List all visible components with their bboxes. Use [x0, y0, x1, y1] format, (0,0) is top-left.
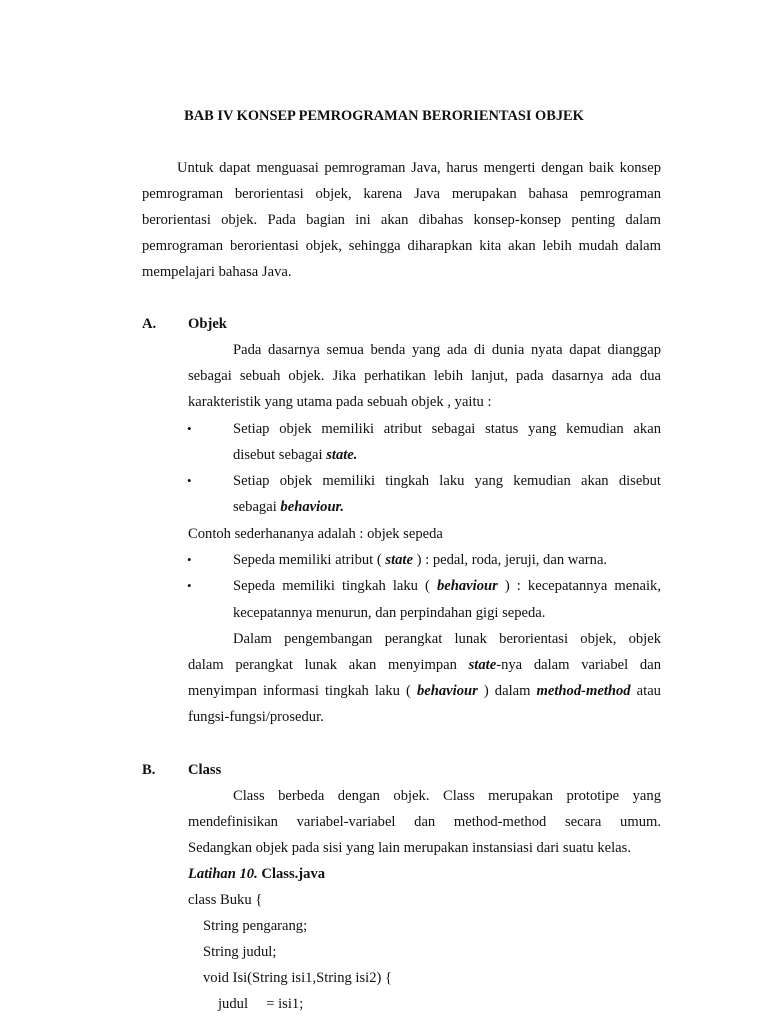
section-a-para2-line-2: dalam perangkat lunak akan menyimpan state-nya dalam variabel dan	[188, 657, 661, 673]
code-line-3: String judul;	[203, 944, 277, 960]
intro-line-2: pemrograman berorientasi objek, karena Java merupakan bahasa pemrograman	[142, 186, 661, 202]
bullet-3-line: Sepeda memiliki atribut ( state ) : pedal, roda, jeruji, dan warna.	[233, 552, 608, 568]
bullet-4-glyph: •	[187, 578, 192, 593]
intro-line-3: berorientasi objek. Pada bagian ini akan dibahas konsep-konsep penting dalam	[142, 212, 661, 228]
intro-line-4: pemrograman berorientasi objek, sehingga diharapkan kita akan lebih mudah dalam	[142, 238, 661, 254]
bullet-4-line-1: Sepeda memiliki tingkah laku ( behaviour ) : kecepatannya menaik,	[233, 578, 661, 594]
code-line-5: judul = isi1;	[218, 996, 304, 1012]
section-a-para2-line-3: menyimpan informasi tingkah laku ( behaviour ) dalam method-method atau	[188, 683, 661, 699]
section-a-letter: A.	[142, 316, 157, 332]
section-a-para-line-1: Pada dasarnya semua benda yang ada di dunia nyata dapat dianggap	[233, 342, 661, 358]
section-b-heading: Class	[188, 762, 222, 778]
section-a-heading: Objek	[188, 316, 227, 332]
section-b-para-line-3: Sedangkan objek pada sisi yang lain merupakan instansiasi dari suatu kelas.	[188, 840, 631, 856]
bullet-1-line-1: Setiap objek memiliki atribut sebagai status yang kemudian akan	[233, 421, 661, 437]
code-line-2: String pengarang;	[203, 918, 308, 934]
section-a-para-line-3: karakteristik yang utama pada sebuah objek , yaitu :	[188, 394, 492, 410]
bullet-4-line-2: kecepatannya menurun, dan perpindahan gigi sepeda.	[233, 605, 546, 621]
bullet-2-line-2: sebagai behaviour.	[233, 499, 345, 515]
chapter-title: BAB IV KONSEP PEMROGRAMAN BERORIENTASI OBJEK	[184, 108, 584, 124]
bullet-2-glyph: •	[187, 473, 192, 488]
example-intro: Contoh sederhananya adalah : objek sepeda	[188, 526, 443, 542]
section-a-para2-line-4: fungsi-fungsi/prosedur.	[188, 709, 324, 725]
section-a-para2-line-1: Dalam pengembangan perangkat lunak berorientasi objek, objek	[233, 631, 661, 647]
bullet-3-glyph: •	[187, 552, 192, 567]
code-line-1: class Buku {	[188, 892, 263, 908]
intro-line-1: Untuk dapat menguasai pemrograman Java, harus mengerti dengan baik konsep	[177, 160, 661, 176]
bullet-1-line-2: disebut sebagai state.	[233, 447, 358, 463]
section-b-letter: B.	[142, 762, 156, 778]
section-a-para-line-2: sebagai sebuah objek. Jika perhatikan lebih lanjut, pada dasarnya ada dua	[188, 368, 661, 384]
bullet-1-glyph: •	[187, 421, 192, 436]
intro-line-5: mempelajari bahasa Java.	[142, 264, 292, 280]
section-b-para-line-1: Class berbeda dengan objek. Class merupakan prototipe yang	[233, 788, 661, 804]
term-behaviour: behaviour.	[280, 499, 345, 515]
bullet-2-line-1: Setiap objek memiliki tingkah laku yang kemudian akan disebut	[233, 473, 661, 489]
latihan-caption: Latihan 10. Class.java	[188, 866, 326, 882]
term-state: state.	[326, 447, 358, 463]
code-line-4: void Isi(String isi1,String isi2) {	[203, 970, 393, 986]
section-b-para-line-2: mendefinisikan variabel-variabel dan method-method secara umum.	[188, 814, 661, 830]
